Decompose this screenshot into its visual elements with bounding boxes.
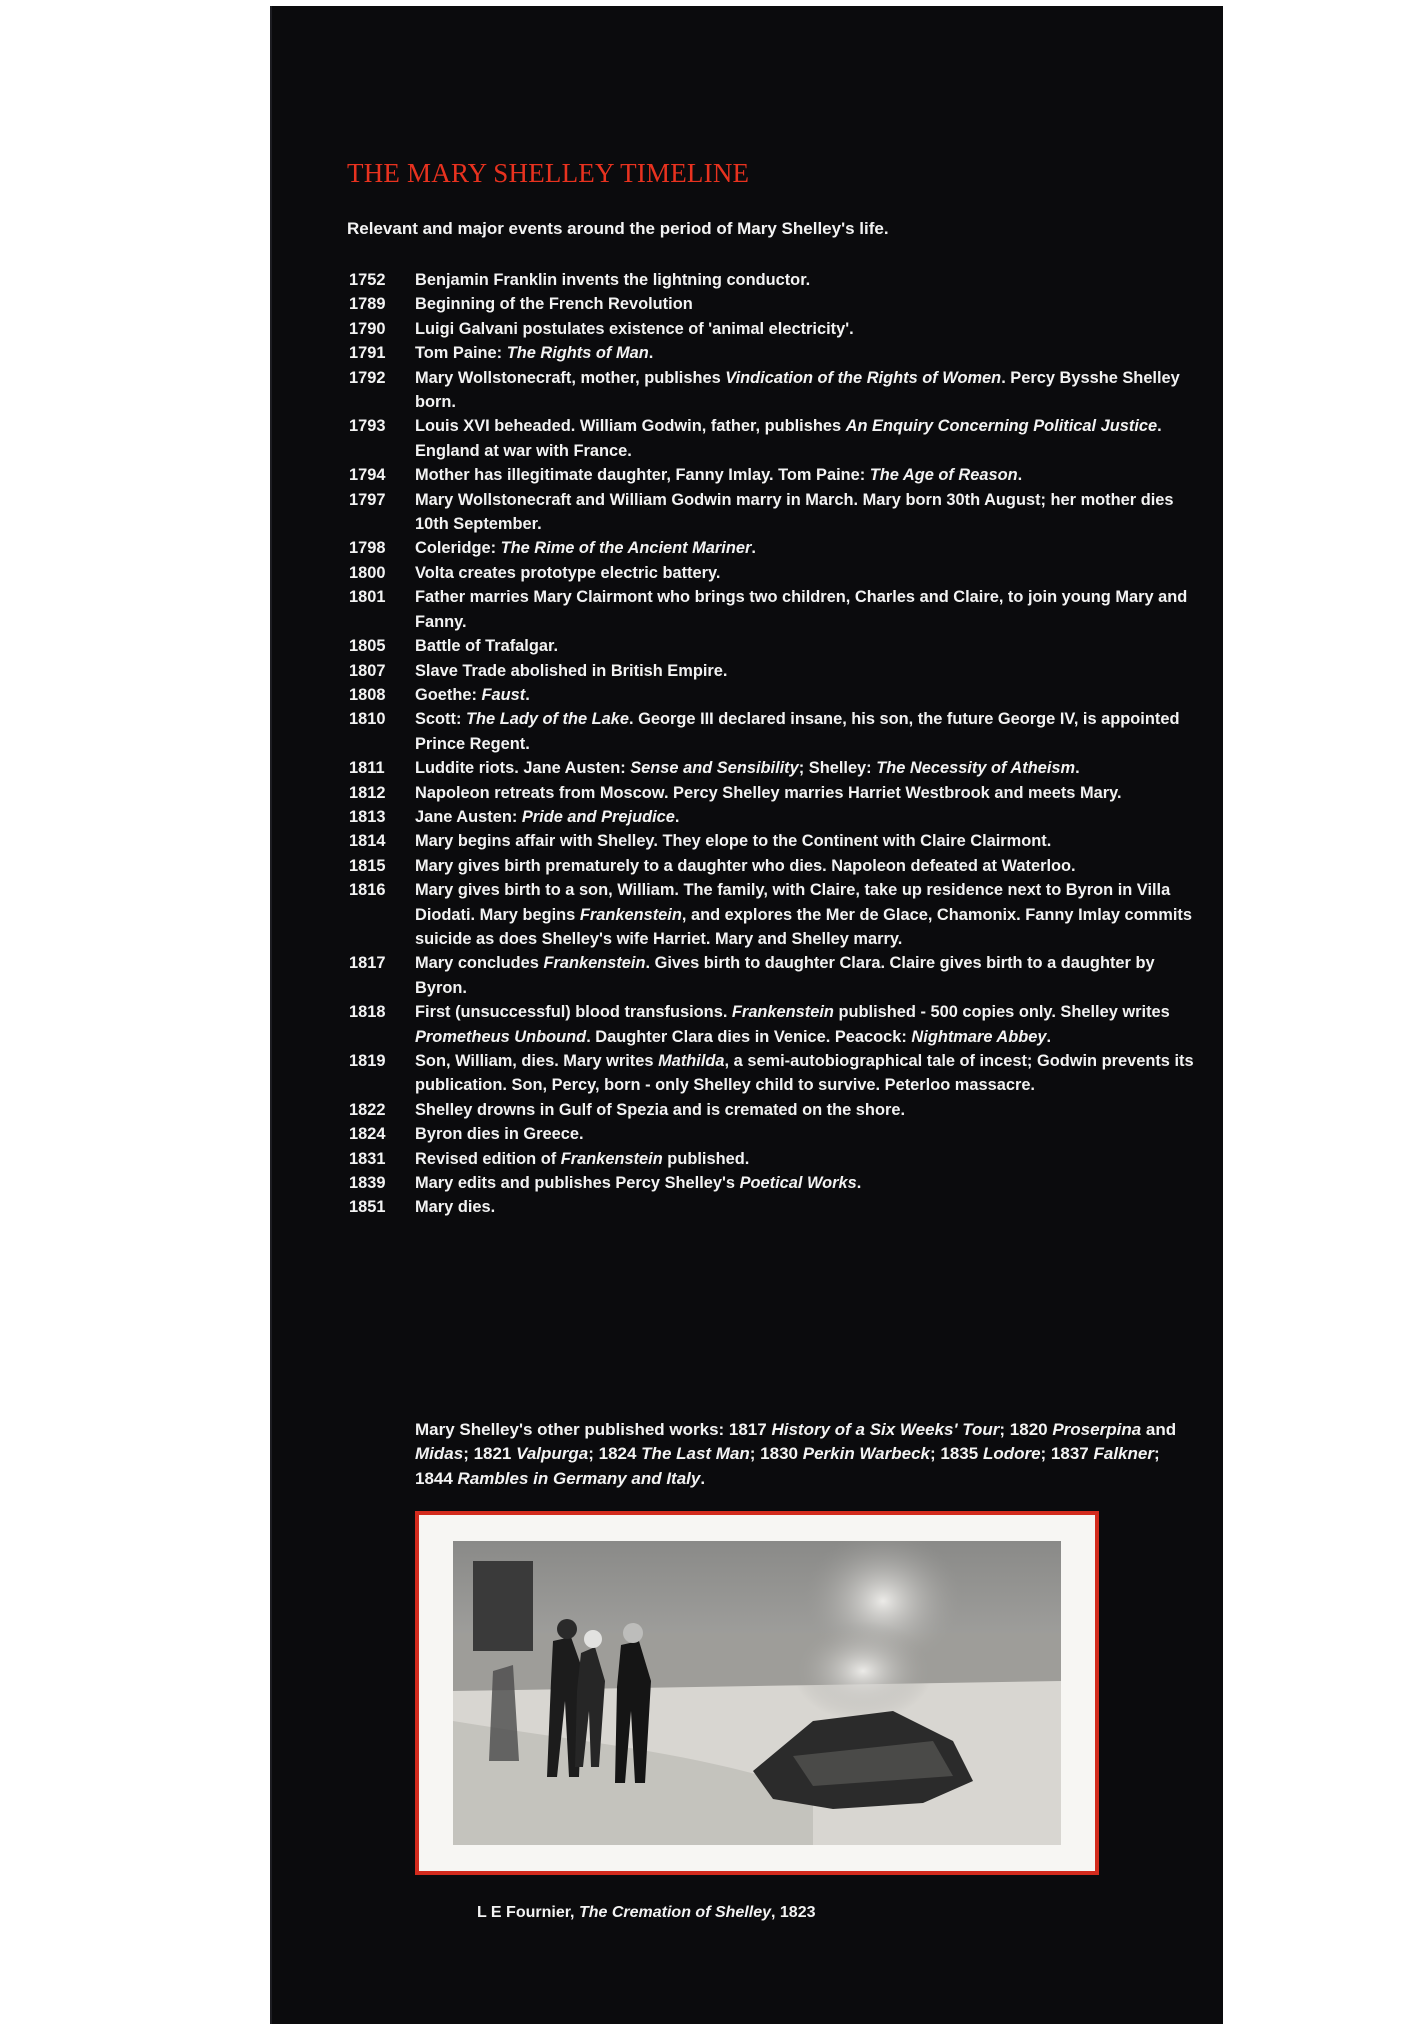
timeline-event bbox=[415, 756, 1199, 780]
other-works-title-text: Lodore bbox=[982, 1444, 1041, 1464]
timeline-year: 1801 bbox=[349, 588, 386, 607]
event-text: Revised edition of bbox=[415, 1149, 561, 1168]
event-title-text: Prometheus Unbound bbox=[415, 1027, 587, 1046]
timeline-year: 1808 bbox=[349, 685, 386, 704]
timeline-entry bbox=[349, 488, 1199, 537]
event-title-text: Poetical Works bbox=[739, 1174, 857, 1193]
other-works-text: ; 1820 bbox=[999, 1420, 1053, 1439]
event-text: . bbox=[674, 807, 680, 826]
timeline-event bbox=[415, 878, 1199, 951]
timeline-year: 1822 bbox=[349, 1100, 386, 1119]
cremation-painting-image bbox=[453, 1541, 1061, 1845]
timeline-event bbox=[415, 414, 1199, 463]
other-works-title-text: Rambles in Germany and Italy bbox=[457, 1468, 701, 1488]
timeline-year: 1798 bbox=[349, 539, 386, 558]
timeline-entry bbox=[349, 805, 1199, 829]
caption-text: L E Fournier, bbox=[477, 1904, 579, 1921]
timeline-entry bbox=[349, 878, 1199, 951]
other-works-text: and bbox=[1141, 1420, 1177, 1439]
event-text: Napoleon retreats from Moscow. Percy Shelley marries Harriet Westbrook and meets Mary. bbox=[415, 783, 1122, 802]
timeline-year: 1752 bbox=[349, 271, 386, 289]
timeline-entry bbox=[349, 1000, 1199, 1049]
timeline-entry bbox=[349, 585, 1199, 634]
other-works-title-text: Valpurga bbox=[516, 1444, 589, 1464]
other-works-text: ; 1837 bbox=[1040, 1444, 1094, 1464]
event-text: Mary edits and publishes Percy Shelley's bbox=[415, 1174, 740, 1193]
timeline-event bbox=[415, 707, 1199, 756]
event-text: Mother has illegitimate daughter, Fanny Imlay. Tom Paine: bbox=[415, 466, 870, 485]
caption-title-text: The Cremation of Shelley bbox=[578, 1904, 771, 1921]
event-title-text: The Necessity of Atheism bbox=[876, 759, 1076, 778]
page-title: THE MARY SHELLEY TIMELINE bbox=[347, 158, 750, 188]
other-works-title-text: The Last Man bbox=[641, 1444, 750, 1464]
event-title-text: Frankenstein bbox=[560, 1149, 663, 1168]
event-text: . bbox=[1046, 1027, 1052, 1046]
painting-caption bbox=[477, 1904, 815, 1922]
event-text: . Gives birth to daughter Clara. Claire gives birth to a daughter by Byron. bbox=[415, 954, 1155, 997]
event-text: Tom Paine: bbox=[415, 344, 507, 363]
event-title-text: Frankenstein bbox=[579, 905, 682, 924]
timeline-entry bbox=[349, 756, 1199, 780]
event-text: ; Shelley: bbox=[798, 759, 877, 778]
event-title-text: Frankenstein bbox=[731, 1003, 834, 1022]
timeline-entry bbox=[349, 1049, 1199, 1098]
event-text: . bbox=[856, 1174, 862, 1193]
timeline-entry bbox=[349, 463, 1199, 487]
timeline-year: 1810 bbox=[349, 710, 386, 729]
timeline-entry bbox=[349, 634, 1199, 658]
timeline-year: 1839 bbox=[349, 1174, 386, 1193]
timeline-year: 1819 bbox=[349, 1052, 386, 1070]
event-text: Benjamin Franklin invents the lightning conductor. bbox=[415, 271, 811, 289]
timeline-year: 1816 bbox=[349, 881, 386, 900]
timeline-entry bbox=[349, 1122, 1199, 1146]
timeline-list bbox=[349, 268, 1199, 1220]
timeline-year: 1813 bbox=[349, 807, 386, 826]
event-text: Coleridge: bbox=[415, 539, 501, 558]
timeline-entry bbox=[349, 1195, 1199, 1219]
event-text: Jane Austen: bbox=[415, 807, 522, 826]
timeline-entry bbox=[349, 292, 1199, 316]
timeline-entry bbox=[349, 829, 1199, 853]
timeline-year: 1800 bbox=[349, 563, 386, 582]
timeline-entry bbox=[349, 951, 1199, 1000]
other-works-text: Mary Shelley's other published works: 1817 bbox=[415, 1420, 772, 1439]
timeline-event bbox=[415, 659, 1199, 683]
timeline-year: 1792 bbox=[349, 368, 386, 387]
timeline-year: 1812 bbox=[349, 783, 386, 802]
event-text: , and explores the Mer de Glace, Chamonix. Fanny Imlay commits suicide as does Shelley's wife Harriet. Mary and Shelley marry. bbox=[415, 905, 1192, 948]
event-text: published. bbox=[662, 1149, 750, 1168]
event-text: . bbox=[751, 539, 756, 558]
event-text: Volta creates prototype electric battery. bbox=[415, 563, 721, 582]
other-works-text: ; 1844 bbox=[415, 1444, 1160, 1488]
event-text: Mary Wollstonecraft, mother, publishes bbox=[415, 368, 726, 387]
other-works-text: . bbox=[700, 1468, 706, 1488]
timeline-entry bbox=[349, 683, 1199, 707]
timeline-event bbox=[415, 268, 1199, 292]
timeline-entry bbox=[349, 317, 1199, 341]
event-title-text: Mathilda bbox=[658, 1052, 725, 1070]
other-works-title-text: Midas bbox=[415, 1444, 464, 1464]
timeline-entry bbox=[349, 659, 1199, 683]
event-text: Son, William, dies. Mary writes bbox=[415, 1052, 659, 1070]
timeline-year: 1811 bbox=[349, 759, 385, 778]
timeline-event bbox=[415, 292, 1199, 316]
event-text: . bbox=[1017, 466, 1023, 485]
event-text: Luigi Galvani postulates existence of 'animal electricity'. bbox=[415, 319, 854, 338]
timeline-event bbox=[415, 1171, 1199, 1195]
other-works-title-text: Proserpina bbox=[1052, 1420, 1142, 1439]
timeline-entry bbox=[349, 1098, 1199, 1122]
event-text: Battle of Trafalgar. bbox=[415, 637, 559, 656]
event-title-text: Faust bbox=[481, 685, 526, 704]
intro-text: Relevant and major events around the period of Mary Shelley's life. bbox=[347, 219, 889, 238]
event-text: Slave Trade abolished in British Empire. bbox=[415, 661, 728, 680]
event-text: Goethe: bbox=[415, 685, 482, 704]
event-text: Mary concludes bbox=[415, 954, 544, 973]
event-text: Father marries Mary Clairmont who brings two children, Charles and Claire, to join young Mary and Fanny. bbox=[415, 588, 1188, 631]
painting-frame bbox=[415, 1511, 1099, 1875]
timeline-entry bbox=[349, 1147, 1199, 1171]
timeline-event bbox=[415, 781, 1199, 805]
timeline-event bbox=[415, 951, 1199, 1000]
event-text: . bbox=[1075, 759, 1080, 778]
event-text: Byron dies in Greece. bbox=[415, 1125, 584, 1144]
event-title-text: The Age of Reason bbox=[869, 466, 1018, 485]
timeline-event bbox=[415, 1122, 1199, 1146]
event-text: . George III declared insane, his son, the future George IV, is appointed Prince Regent. bbox=[415, 710, 1180, 753]
leaflet-panel bbox=[270, 6, 1223, 2024]
caption-text: , 1823 bbox=[771, 1904, 816, 1921]
timeline-event bbox=[415, 1195, 1199, 1219]
timeline-year: 1793 bbox=[349, 417, 386, 436]
timeline-year: 1789 bbox=[349, 295, 386, 314]
timeline-year: 1851 bbox=[349, 1198, 386, 1217]
event-title-text: The Lady of the Lake bbox=[466, 710, 630, 729]
event-text: . Percy Bysshe Shelley born. bbox=[415, 368, 1180, 412]
event-title-text: Frankenstein bbox=[543, 954, 646, 973]
event-text: Beginning of the French Revolution bbox=[415, 295, 693, 314]
other-works-text bbox=[415, 1418, 1195, 1491]
other-works-text: ; 1821 bbox=[463, 1444, 517, 1464]
timeline-event bbox=[415, 683, 1199, 707]
other-works-title-text: Falkner bbox=[1093, 1444, 1154, 1464]
timeline-entry bbox=[349, 854, 1199, 878]
event-title-text: Pride and Prejudice bbox=[521, 807, 675, 826]
other-works-text: ; 1835 bbox=[930, 1444, 983, 1464]
timeline-event bbox=[415, 488, 1199, 537]
timeline-event bbox=[415, 1049, 1199, 1098]
event-title-text: The Rime of the Ancient Mariner bbox=[500, 539, 752, 558]
event-text: Mary gives birth to a son, William. The family, with Claire, take up residence next to Byron in Villa Diodati. Mary begins bbox=[415, 881, 1171, 924]
event-text: Mary begins affair with Shelley. They elope to the Continent with Claire Clairmont. bbox=[415, 832, 1052, 851]
timeline-event bbox=[415, 1098, 1199, 1122]
timeline-year: 1794 bbox=[349, 466, 386, 485]
timeline-event bbox=[415, 585, 1199, 634]
event-title-text: The Rights of Man bbox=[506, 344, 649, 363]
timeline-event bbox=[415, 317, 1199, 341]
timeline-year: 1817 bbox=[349, 954, 386, 973]
timeline-year: 1791 bbox=[349, 344, 386, 363]
timeline-event bbox=[415, 1000, 1199, 1049]
timeline-entry bbox=[349, 366, 1199, 415]
event-title-text: Nightmare Abbey bbox=[911, 1027, 1047, 1046]
timeline-entry bbox=[349, 561, 1199, 585]
event-text: Mary Wollstonecraft and William Godwin marry in March. Mary born 30th August; her mother dies 10th September. bbox=[415, 490, 1174, 534]
timeline-year: 1814 bbox=[349, 832, 386, 851]
timeline-year: 1790 bbox=[349, 319, 386, 338]
event-text: Mary dies. bbox=[415, 1198, 496, 1217]
timeline-event bbox=[415, 829, 1199, 853]
event-text: First (unsuccessful) blood transfusions. bbox=[415, 1003, 732, 1022]
timeline-entry bbox=[349, 707, 1199, 756]
timeline-event bbox=[415, 634, 1199, 658]
event-text: . bbox=[648, 344, 654, 363]
timeline-event bbox=[415, 463, 1199, 487]
timeline-event bbox=[415, 854, 1199, 878]
event-title-text: Vindication of the Rights of Women bbox=[725, 368, 1002, 387]
timeline-year: 1818 bbox=[349, 1003, 386, 1022]
other-works-title-text: Perkin Warbeck bbox=[802, 1444, 930, 1464]
timeline-event bbox=[415, 366, 1199, 415]
other-works-text: ; 1830 bbox=[749, 1444, 803, 1464]
event-text: . bbox=[525, 685, 530, 704]
event-text: . Daughter Clara dies in Venice. Peacock: bbox=[586, 1027, 912, 1046]
event-text: Mary gives birth prematurely to a daughter who dies. Napoleon defeated at Waterloo. bbox=[415, 856, 1076, 875]
timeline-event bbox=[415, 561, 1199, 585]
timeline-year: 1805 bbox=[349, 637, 386, 656]
timeline-event bbox=[415, 536, 1199, 560]
event-title-text: Sense and Sensibility bbox=[630, 759, 799, 778]
event-text: , a semi-autobiographical tale of incest; Godwin prevents its publication. Son, Percy, born - only Shelley child to survive. Peterloo massacre. bbox=[415, 1052, 1194, 1095]
timeline-event bbox=[415, 341, 1199, 365]
timeline-event bbox=[415, 1147, 1199, 1171]
event-title-text: An Enquiry Concerning Political Justice bbox=[845, 417, 1158, 436]
timeline-entry bbox=[349, 341, 1199, 365]
timeline-year: 1797 bbox=[349, 490, 386, 509]
other-works-title-text: History of a Six Weeks' Tour bbox=[771, 1420, 1000, 1439]
timeline-year: 1815 bbox=[349, 856, 386, 875]
timeline-year: 1824 bbox=[349, 1125, 386, 1144]
event-text: Luddite riots. Jane Austen: bbox=[415, 759, 631, 778]
timeline-entry bbox=[349, 414, 1199, 463]
timeline-entry bbox=[349, 1171, 1199, 1195]
timeline-entry bbox=[349, 268, 1199, 292]
timeline-entry bbox=[349, 536, 1199, 560]
timeline-year: 1807 bbox=[349, 661, 386, 680]
other-works-text: ; 1824 bbox=[588, 1444, 642, 1464]
event-text: . England at war with France. bbox=[415, 417, 1162, 460]
timeline-year: 1831 bbox=[349, 1149, 386, 1168]
timeline-entry bbox=[349, 781, 1199, 805]
timeline-event bbox=[415, 805, 1199, 829]
event-text: Louis XVI beheaded. William Godwin, father, publishes bbox=[415, 417, 846, 436]
event-text: published - 500 copies only. Shelley writes bbox=[833, 1003, 1170, 1022]
event-text: Shelley drowns in Gulf of Spezia and is cremated on the shore. bbox=[415, 1100, 905, 1119]
event-text: Scott: bbox=[415, 710, 466, 729]
